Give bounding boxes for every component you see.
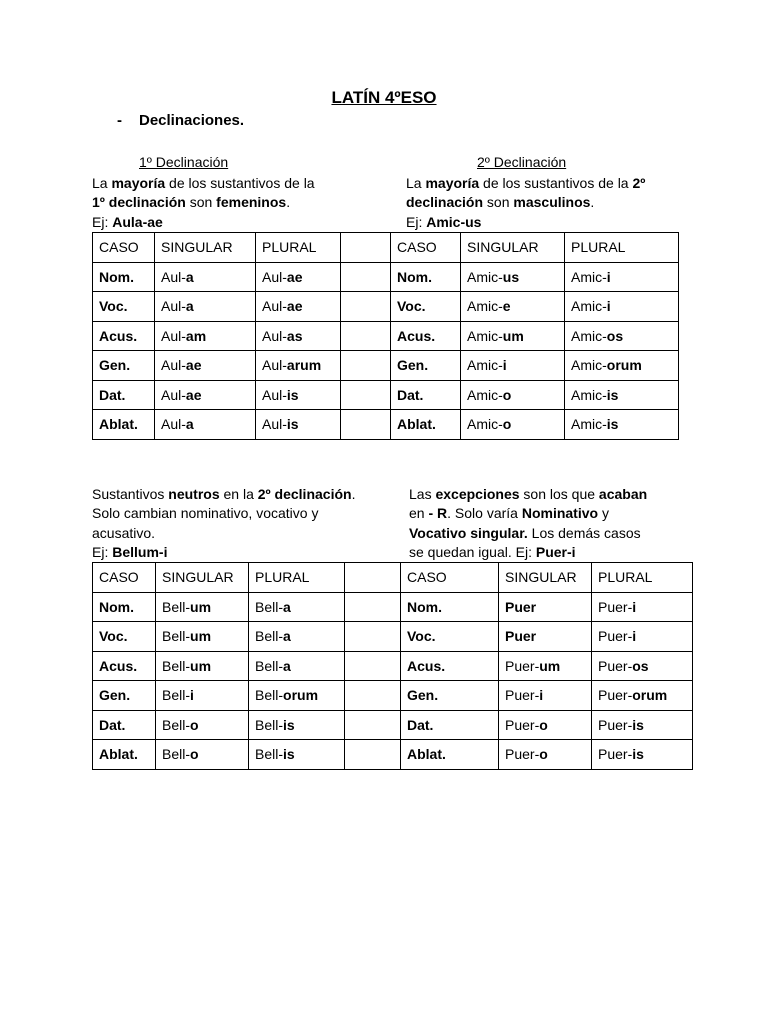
bold-text: declinación	[406, 194, 484, 211]
section-subtitle	[117, 112, 244, 129]
text-run: en	[409, 505, 429, 522]
form-cell	[592, 592, 693, 622]
text-run: Amic-	[571, 386, 607, 403]
text-run: Aul-	[262, 386, 287, 403]
text-run: Amic-	[571, 327, 607, 344]
case-cell	[391, 380, 461, 410]
text-run: Aul-	[161, 268, 186, 285]
text-run: Aul-	[262, 416, 287, 433]
bold-text: is	[606, 416, 619, 433]
text-run: Aul-	[161, 357, 186, 374]
spacer-cell	[341, 380, 391, 410]
bold-text: orum	[283, 687, 319, 704]
form-cell	[155, 262, 256, 292]
case-cell	[93, 592, 156, 622]
text-run: Ej:	[406, 213, 427, 230]
form-cell	[156, 681, 249, 711]
case-cell	[391, 292, 461, 322]
bold-text: Puer-i	[535, 543, 576, 560]
text-run: Puer-	[505, 746, 540, 763]
text-run: Bell-	[255, 628, 284, 645]
bold-text: Voc.	[99, 628, 128, 645]
text-run: Bell-	[162, 657, 191, 674]
text-run: se quedan igual. Ej:	[409, 543, 536, 560]
text-run: Aul-	[161, 416, 186, 433]
text-run: Bell-	[162, 746, 191, 763]
text-run: Puer-	[598, 628, 633, 645]
column-header: SINGULAR	[461, 233, 565, 263]
text-run: .	[286, 194, 291, 211]
bold-text: 2º	[632, 175, 646, 191]
bold-text: Puer	[505, 598, 537, 615]
decl2-description	[406, 174, 645, 232]
form-cell	[256, 351, 341, 381]
form-cell	[156, 592, 249, 622]
declension-table-1	[92, 232, 679, 440]
bold-text: um	[190, 598, 212, 615]
form-cell	[249, 592, 345, 622]
form-cell	[592, 651, 693, 681]
form-cell	[256, 292, 341, 322]
case-cell	[93, 651, 156, 681]
form-cell	[249, 710, 345, 740]
bold-text: is	[283, 746, 295, 763]
spacer-cell	[341, 410, 391, 440]
text-run: Amic-	[467, 298, 503, 315]
bold-text: Ablat.	[99, 416, 138, 433]
form-cell	[565, 262, 679, 292]
text-run: Aul-	[262, 357, 287, 374]
column-header: PLURAL	[256, 233, 341, 263]
page-title: LATÍN 4ºESO	[331, 88, 437, 107]
form-cell	[156, 651, 249, 681]
text-run: Bell-	[255, 657, 284, 674]
bold-text: arum	[286, 357, 322, 374]
bold-text: orum	[606, 357, 642, 374]
text-run: Amic-	[571, 357, 607, 374]
bold-text: is	[286, 416, 299, 433]
spacer-cell	[345, 563, 401, 593]
decl1-line	[92, 193, 315, 212]
bold-text: i	[190, 687, 194, 704]
form-cell	[155, 380, 256, 410]
bold-text: Ablat.	[397, 416, 436, 433]
bold-text: is	[283, 716, 295, 733]
form-cell	[565, 321, 679, 351]
form-cell	[499, 681, 592, 711]
column-header: SINGULAR	[156, 563, 249, 593]
bold-text: a	[283, 657, 291, 674]
text-run: La	[92, 175, 112, 191]
form-cell	[461, 262, 565, 292]
form-cell	[461, 321, 565, 351]
spacer-cell	[345, 740, 401, 770]
bold-text: Dat.	[397, 386, 424, 403]
form-cell	[565, 380, 679, 410]
case-cell	[93, 262, 155, 292]
decl2-heading: 2º Declinación	[477, 154, 567, 170]
table-row	[93, 710, 693, 740]
bold-text: i	[502, 357, 507, 374]
text-run: Bell-	[255, 598, 284, 615]
bold-text: ae	[286, 268, 303, 285]
decl1-description	[92, 174, 315, 232]
text-run: Bell-	[162, 716, 191, 733]
bold-text: Ablat.	[407, 746, 446, 763]
bold-text: Gen.	[397, 357, 429, 374]
form-cell	[499, 740, 592, 770]
text-run: .	[351, 486, 356, 502]
bold-text: is	[632, 716, 644, 733]
case-cell	[93, 740, 156, 770]
text-run: Amic-	[571, 298, 607, 315]
bold-text: a	[185, 268, 194, 285]
neutros-line	[92, 504, 355, 523]
bold-text: excepciones	[435, 486, 520, 502]
bold-text: ae	[185, 357, 202, 374]
bold-text: Acus.	[407, 657, 446, 674]
bold-text: Dat.	[407, 716, 434, 733]
bold-text: a	[185, 298, 194, 315]
text-run: Aul-	[262, 327, 287, 344]
bold-text: neutros	[168, 486, 220, 502]
case-cell	[401, 592, 499, 622]
bold-text: Ablat.	[99, 746, 138, 763]
text-run: Aul-	[262, 268, 287, 285]
text-run: son los que	[519, 486, 599, 502]
bold-text: Puer	[505, 628, 537, 645]
table-row	[93, 740, 693, 770]
bold-text: um	[539, 657, 561, 674]
text-run: Bell-	[162, 687, 191, 704]
bold-text: Gen.	[99, 687, 131, 704]
bold-text: o	[502, 416, 512, 433]
bold-text: e	[502, 298, 511, 315]
text-run: y	[598, 505, 609, 522]
spacer-cell	[341, 321, 391, 351]
text-run: Amic-	[467, 386, 503, 403]
spacer-cell	[345, 651, 401, 681]
bold-text: mayoría	[425, 175, 480, 191]
text-run: de los sustantivos de la	[479, 175, 633, 191]
bold-text: is	[632, 746, 644, 763]
form-cell	[565, 410, 679, 440]
form-cell	[592, 622, 693, 652]
form-cell	[155, 321, 256, 351]
bold-text: Voc.	[407, 628, 436, 645]
spacer-cell	[345, 710, 401, 740]
bold-text: Acus.	[397, 327, 436, 344]
bold-text: 1º declinación	[92, 194, 186, 211]
text-run: Puer-	[598, 687, 633, 704]
form-cell	[256, 410, 341, 440]
bold-text: i	[606, 268, 611, 285]
case-cell	[93, 292, 155, 322]
table-header-row	[93, 233, 679, 263]
form-cell	[565, 351, 679, 381]
case-cell	[391, 410, 461, 440]
declension-table-2	[92, 562, 693, 770]
text-run: Puer-	[598, 716, 633, 733]
excepciones-line	[409, 524, 647, 543]
bold-text: Bellum-i	[112, 543, 168, 560]
case-cell	[93, 710, 156, 740]
decl2-line	[406, 174, 645, 193]
bold-text: Acus.	[99, 327, 138, 344]
spacer-cell	[345, 592, 401, 622]
bold-text: orum	[632, 687, 668, 704]
text-run: Ej:	[92, 213, 113, 230]
bold-text: Acus.	[99, 657, 138, 674]
subtitle-text: Declinaciones.	[139, 112, 245, 129]
decl1-example	[92, 213, 315, 232]
table-row	[93, 592, 693, 622]
text-run: de los sustantivos de la	[165, 175, 315, 191]
text-run: Aul-	[161, 386, 186, 403]
bold-text: os	[632, 657, 649, 674]
form-cell	[249, 681, 345, 711]
neutros-line	[92, 524, 355, 543]
text-run: Puer-	[505, 716, 540, 733]
column-header: CASO	[93, 233, 155, 263]
bullet-dash: -	[117, 112, 122, 129]
table-body	[93, 233, 679, 440]
text-run: son	[185, 194, 217, 211]
bold-text: i	[632, 628, 637, 645]
column-header: CASO	[391, 233, 461, 263]
case-cell	[401, 622, 499, 652]
bold-text: - R	[428, 505, 448, 522]
bold-text: Nom.	[99, 268, 134, 285]
text-run: son	[483, 194, 514, 211]
neutros-example	[92, 543, 355, 562]
form-cell	[249, 622, 345, 652]
text-run: . Solo varía	[447, 505, 522, 522]
case-cell	[93, 622, 156, 652]
case-cell	[401, 651, 499, 681]
text-run: Las	[409, 486, 436, 502]
bold-text: um	[190, 628, 212, 645]
neutros-line	[92, 485, 355, 504]
case-cell	[93, 410, 155, 440]
bold-text: acaban	[598, 486, 648, 502]
case-cell	[391, 351, 461, 381]
text-run: Amic-	[467, 416, 503, 433]
bold-text: um	[190, 657, 212, 674]
form-cell	[461, 351, 565, 381]
bold-text: i	[539, 687, 544, 704]
form-cell	[249, 740, 345, 770]
case-cell	[391, 262, 461, 292]
case-cell	[93, 321, 155, 351]
bold-text: i	[606, 298, 611, 315]
table-row	[93, 351, 679, 381]
bold-text: am	[185, 327, 207, 344]
text-run: Amic-	[571, 416, 607, 433]
case-cell	[93, 681, 156, 711]
spacer-cell	[341, 262, 391, 292]
bold-text: mayoría	[111, 175, 166, 191]
bold-text: Dat.	[99, 386, 126, 403]
bold-text: 2º declinación	[257, 486, 352, 502]
bold-text: Gen.	[407, 687, 439, 704]
bold-text: Nom.	[407, 598, 442, 615]
text-run: Aul-	[161, 298, 186, 315]
bold-text: Dat.	[99, 716, 126, 733]
bold-text: ae	[185, 386, 202, 403]
text-run: Puer-	[505, 657, 540, 674]
text-run: Puer-	[505, 687, 540, 704]
form-cell	[499, 622, 592, 652]
bold-text: Voc.	[397, 298, 426, 315]
text-run: Puer-	[598, 598, 633, 615]
bold-text: o	[502, 386, 512, 403]
spacer-cell	[345, 622, 401, 652]
text-run: en la	[219, 486, 258, 502]
bold-text: os	[606, 327, 624, 344]
bold-text: o	[539, 746, 548, 763]
bold-text: us	[502, 268, 520, 285]
text-run: Amic-	[467, 357, 503, 374]
text-run: Bell-	[255, 687, 284, 704]
form-cell	[461, 292, 565, 322]
bold-text: Nom.	[397, 268, 432, 285]
neutros-description	[92, 485, 355, 562]
bold-text: ae	[286, 298, 303, 315]
text-run: Puer-	[598, 657, 633, 674]
bold-text: as	[286, 327, 303, 344]
text-run: Bell-	[255, 716, 284, 733]
case-cell	[401, 740, 499, 770]
table-row	[93, 622, 693, 652]
case-cell	[401, 710, 499, 740]
bold-text: masculinos	[513, 194, 591, 211]
text-run: Amic-	[571, 268, 607, 285]
case-cell	[401, 681, 499, 711]
bold-text: a	[185, 416, 194, 433]
column-header: CASO	[401, 563, 499, 593]
decl2-example	[406, 213, 645, 232]
case-cell	[93, 351, 155, 381]
bold-text: o	[190, 716, 199, 733]
form-cell	[249, 651, 345, 681]
spacer-cell	[341, 292, 391, 322]
form-cell	[499, 710, 592, 740]
excepciones-example	[409, 543, 647, 562]
text-run: Los demás casos	[527, 524, 641, 541]
column-header: SINGULAR	[499, 563, 592, 593]
text-run: Sustantivos	[92, 486, 169, 502]
excepciones-description	[409, 485, 647, 562]
case-cell	[391, 321, 461, 351]
table-row	[93, 380, 679, 410]
form-cell	[256, 380, 341, 410]
form-cell	[592, 740, 693, 770]
table-row	[93, 681, 693, 711]
spacer-cell	[345, 681, 401, 711]
text-run: Aul-	[161, 327, 186, 344]
table-row	[93, 262, 679, 292]
bold-text: Vocativo singular.	[409, 524, 528, 541]
bold-text: Amic-us	[426, 213, 482, 230]
bold-text: a	[283, 598, 291, 615]
column-header: CASO	[93, 563, 156, 593]
text-run: Bell-	[255, 746, 284, 763]
bold-text: o	[190, 746, 199, 763]
text-run: Bell-	[162, 598, 191, 615]
form-cell	[499, 651, 592, 681]
table-row	[93, 651, 693, 681]
column-header: PLURAL	[592, 563, 693, 593]
form-cell	[156, 710, 249, 740]
table-row	[93, 410, 679, 440]
bold-text: Gen.	[99, 357, 131, 374]
table-row	[93, 321, 679, 351]
text-run: Puer-	[598, 746, 633, 763]
bold-text: Voc.	[99, 298, 128, 315]
form-cell	[499, 592, 592, 622]
bold-text: o	[539, 716, 548, 733]
column-header: PLURAL	[249, 563, 345, 593]
form-cell	[156, 740, 249, 770]
bold-text: is	[606, 386, 619, 403]
form-cell	[256, 262, 341, 292]
form-cell	[461, 380, 565, 410]
text-run: Ej:	[92, 543, 113, 560]
bold-text: a	[283, 628, 291, 645]
form-cell	[155, 410, 256, 440]
table-body	[93, 563, 693, 770]
form-cell	[155, 292, 256, 322]
form-cell	[592, 681, 693, 711]
bold-text: is	[286, 386, 299, 403]
bold-text: Nominativo	[521, 505, 599, 522]
text-run: Bell-	[162, 628, 191, 645]
excepciones-line	[409, 485, 647, 504]
text-run: Amic-	[467, 327, 503, 344]
text-run: .	[590, 194, 595, 211]
bold-text: i	[632, 598, 637, 615]
column-header: PLURAL	[565, 233, 679, 263]
text-run: Amic-	[467, 268, 503, 285]
text-run: acusativo.	[92, 524, 156, 541]
bold-text: Aula-ae	[112, 213, 163, 230]
decl1-heading: 1º Declinación	[139, 154, 229, 170]
bold-text: um	[502, 327, 524, 344]
bold-text: Nom.	[99, 598, 134, 615]
text-run: La	[406, 175, 426, 191]
case-cell	[93, 380, 155, 410]
decl1-line	[92, 174, 315, 193]
table-header-row	[93, 563, 693, 593]
table-row	[93, 292, 679, 322]
spacer-cell	[341, 233, 391, 263]
bold-text: femeninos	[216, 194, 287, 211]
form-cell	[155, 351, 256, 381]
decl2-line	[406, 193, 645, 212]
text-run: Solo cambian nominativo, vocativo y	[92, 505, 319, 522]
text-run: Aul-	[262, 298, 287, 315]
form-cell	[461, 410, 565, 440]
excepciones-line	[409, 504, 647, 523]
spacer-cell	[341, 351, 391, 381]
form-cell	[156, 622, 249, 652]
form-cell	[592, 710, 693, 740]
column-header: SINGULAR	[155, 233, 256, 263]
form-cell	[565, 292, 679, 322]
form-cell	[256, 321, 341, 351]
